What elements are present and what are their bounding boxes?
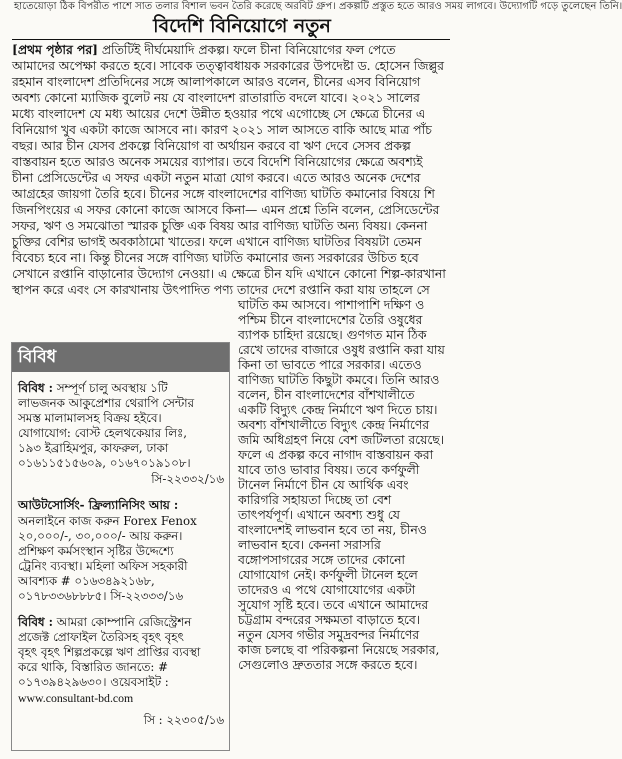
article-line: লাভবান হবে। কেননা সরাসরি [238,538,381,552]
article-line: অবশ্য কোনো ম্যাজিক বুলেট নয় যে বাংলাদেশ রাতারাতি বদলে যাবে। ২০২১ সালের [12,91,420,105]
article-line: ব্যাপক চাহিদা রয়েছে। গুণগত মান ঠিক [238,328,427,342]
article-line: চুক্তির বেশির ভাগই অবকাঠামো খাতের। ফলে এখানে বাণিজ্য ঘাটতির বিষয়টা তেমন [12,235,422,249]
article-line: সফর, ঋণ ও সমঝোতা স্মারক চুক্তি এক বিষয় আর বাণিজ্য ঘাটতি অন্য বিষয়। কেননা [12,219,428,233]
continuation-label: [প্রথম পৃষ্ঠার পর] [12,42,98,57]
ad-reference: সি-২২৩৩২/১৬ [151,472,224,486]
article-line: তাৎপর্যপূর্ণ। এখানে অবশ্য শুধু যে [238,508,400,522]
article-line: জমি অধিগ্রহণ নিয়ে বেশ জটিলতা রয়েছে। [238,433,445,447]
ad-line: ২০,০০০/-, ৩০,০০০/- আয় করুন। [18,529,183,543]
article-line: সেখানে রপ্তানি বাড়ানোর উদ্যোগ নেওয়া। এ ক্ষেত্রে চীন যদি এখানে কোনো শিল্প-কারখানা [12,267,446,281]
ad-line: অনলাইনে কাজ করুন Forex Fenox [18,514,197,528]
article-line: কাজ চলছে বা পরিকল্পনা নিয়েছে সরকার, [238,643,440,657]
previous-article-cut-line: হাতেয়োড়া ঠিক বিপরীত পাশে সাত তলার বিশাল ভবন তৈরি করেছে অরবিট গ্রুপ। প্রকল্পটি প্রস্তুত হতে আরও সময় লাগবে। উদ্যোগটি গড়ে তুলেছেন তিনি। [14,1,622,12]
article-line: বছর। আর চীন যেসব প্রকল্পে বিনিয়োগ বা অর্থায়ন করবে বা ঋণ দেবে সেসব প্রকল্প [12,139,411,153]
ad-website: www.consultant-bd.com [18,691,134,705]
ad-line: বিবিধ : আমরা কোম্পানি রেজিস্ট্রেশন [18,615,192,629]
ad-line: যোগাযোগ: বোস্ট হেলথকেয়ার লিঃ, [18,426,188,440]
ad-line: বৃহৎ বৃহৎ শিল্পপ্রকল্পে ঋণ প্রাপ্তির ব্যবস্থা [18,645,201,659]
classifieds-box [11,342,230,751]
article-line: সেগুলোও দ্রুততার সঙ্গে করতে হবে। [238,658,418,672]
article-line: কিনা তা ভাবতে পারে সরকার। এতেও [238,358,422,372]
article-line: জিনপিংয়ের এ সফর কোনো কাজে আসবে কিনা— এমন প্রশ্নে তিনি বলেন, প্রেসিডেন্টের [12,203,440,217]
article-line: নতুন যেসব গভীর সমুদ্রবন্দর নির্মাণের [238,628,420,642]
article-line: স্থাপন করে এবং সে কারখানায় উৎপাদিত পণ্য তাদের দেশে রপ্তানি করা যায় তাহলে সে [12,283,430,297]
article-line: পশ্চিম চীনে বাংলাদেশের তৈরি ওষুধের [238,313,423,327]
article-line: ফলে এ প্রকল্প কবে নাগাদ বাস্তবায়ন করা [238,448,434,462]
ad-line: প্রজেক্ট প্রোফাইল তৈরিসহ বৃহৎ বৃহৎ [18,630,184,644]
ad-line: প্রশিক্ষণ কর্মসংস্থান সৃষ্টির উদ্দেশ্যে [18,544,174,558]
article-line: বাংলাদেশই লাভবান হবে তা নয়, চীনও [238,523,427,537]
ad-reference: সি : ২২৩০৫/১৬ [143,713,224,727]
article-title: বিদেশি বিনিয়োগে নতুন [153,15,331,37]
ad-line: ০১৭৩৯৪২৯৬৩০। ওয়েবসাইট : [18,675,169,689]
article-line: বঙ্গোপসাগরের সঙ্গে তাদের কোনো [238,553,405,567]
article-line: বলেন, চীন বাংলাদেশের বাঁশখালীতে [238,388,415,402]
article-line: [প্রথম পৃষ্ঠার পর] প্রতিটিই দীর্ঘমেয়াদি প্রকল্প। ফলে চীনা বিনিয়োগের ফল পেতে [12,42,396,57]
article-line: টানেল নির্মাণে চীন যে আর্থিক এবং [238,478,409,492]
article-line: ঘাটতি কম আসবে। পাশাপাশি দক্ষিণ ও [238,298,425,312]
ad-label: বিবিধ : [18,615,53,629]
article-line: চট্টগ্রাম বন্দরের সক্ষমতা বাড়াতে হবে। [238,613,421,627]
classifieds-title: বিবিধ [12,343,229,372]
article-line: রহমান বাংলাদেশ প্রতিদিনের সঙ্গে আলাপকালে আরও বলেন, চীনের এসব বিনিয়োগ [12,75,421,89]
ad-line: সমস্ত মালামালসহ বিক্রয় হইবে। [18,411,162,425]
article-line: যোগাযোগ নেই। কর্ণফুলী টানেল হলে [238,568,418,582]
article-line: বিবেচ্য হবে না। কিন্তু চীনের সঙ্গে বাণিজ্য ঘাটতি কমানোর জন্য সরকারের উচিত হবে [12,251,419,265]
ad-line: ১৯৩ ইব্রাহিমপুর, কাফরুল, ঢাকা [18,441,169,455]
article-line: আগ্রহের জায়গা তৈরি হবে। চীনের সঙ্গে বাংলাদেশের বাণিজ্য ঘাটতি কমানোর বিষয়ে শি [12,187,435,201]
article-line: আমাদের অপেক্ষা করতে হবে। সাবেক তত্ত্বাবধায়ক সরকারের উপদেষ্টা ড. হোসেন জিল্লুর [12,59,444,73]
ad-line: আবশ্যক # ০১৬৩৪৯২১৬৮, [18,574,155,588]
article-line: বাস্তবায়ন হতে আরও অনেক সময়ের ব্যাপার। তবে বিদেশি বিনিয়োগের ক্ষেত্রে অবশ্যই [12,155,423,169]
ad-line: ট্রেনিং ব্যবস্থা। মহিলা অফিস সহকারী [18,559,188,573]
ad-line: লাভজনক আকুপ্রেশার থেরাপি সেন্টার [18,396,195,410]
article-line: একটি বিদ্যুৎ কেন্দ্র নির্মাণে ঋণ দিতে চায়। [238,403,438,417]
ad-label: বিবিধ : [18,381,53,395]
ad-line: ০১৬১১৫১৫৬০৯, ০১৬৭০১৯১০৮। [18,456,191,470]
ad-line: ০১৭৮৩৩৬৮৮৮৫। সি-২২৩৩৩/১৬ [18,589,184,603]
article-line: বাণিজ্য ঘাটতি কিছুটা কমবে। তিনি আরও [238,373,440,387]
article-line: অবশ্য বাঁশখালীতে বিদ্যুৎ কেন্দ্র নির্মাণের [238,418,430,432]
article-line: মধ্যে বাংলাদেশ যে মধ্য আয়ের দেশে উন্নীত হওয়ার পথে এগোচ্ছে সে ক্ষেত্রে চীনের এ [12,107,426,121]
article-line: সুযোগ সৃষ্টি হবে। তবে এখানে আমাদের [238,598,429,612]
article-line: রেখে তাদের বাজারে ওষুধ রপ্তানি করা যায় [238,343,445,357]
ad-line: বিবিধ : সম্পূর্ণ চালু অবস্থায় ১টি [18,381,168,395]
title-divider [12,39,450,40]
article-line: কারিগরি সহায়তা দিচ্ছে তা বেশ [238,493,392,507]
ad-heading: আউটসোর্সিং- ফ্রিল্যানিসিং আয় : [18,498,179,512]
article-line: বিনিয়োগ খুব একটা কাজে আসবে না। কারণ ২০২১ সাল আসতে বাকি আছে মাত্র পাঁচ [12,123,432,137]
ad-line: করে থাকি, বিস্তারিত জানতে: # [18,660,168,674]
article-line: চীনা প্রেসিডেন্টের এ সফর একটা নতুন মাত্রা যোগ করবে। এতে আরও অনেক দেশের [12,171,421,185]
article-line: তাদেরও এ পথে যোগাযোগের একটা [238,583,416,597]
article-line: যাবে তাও ভাবার বিষয়। তবে কর্ণফুলী [238,463,420,477]
